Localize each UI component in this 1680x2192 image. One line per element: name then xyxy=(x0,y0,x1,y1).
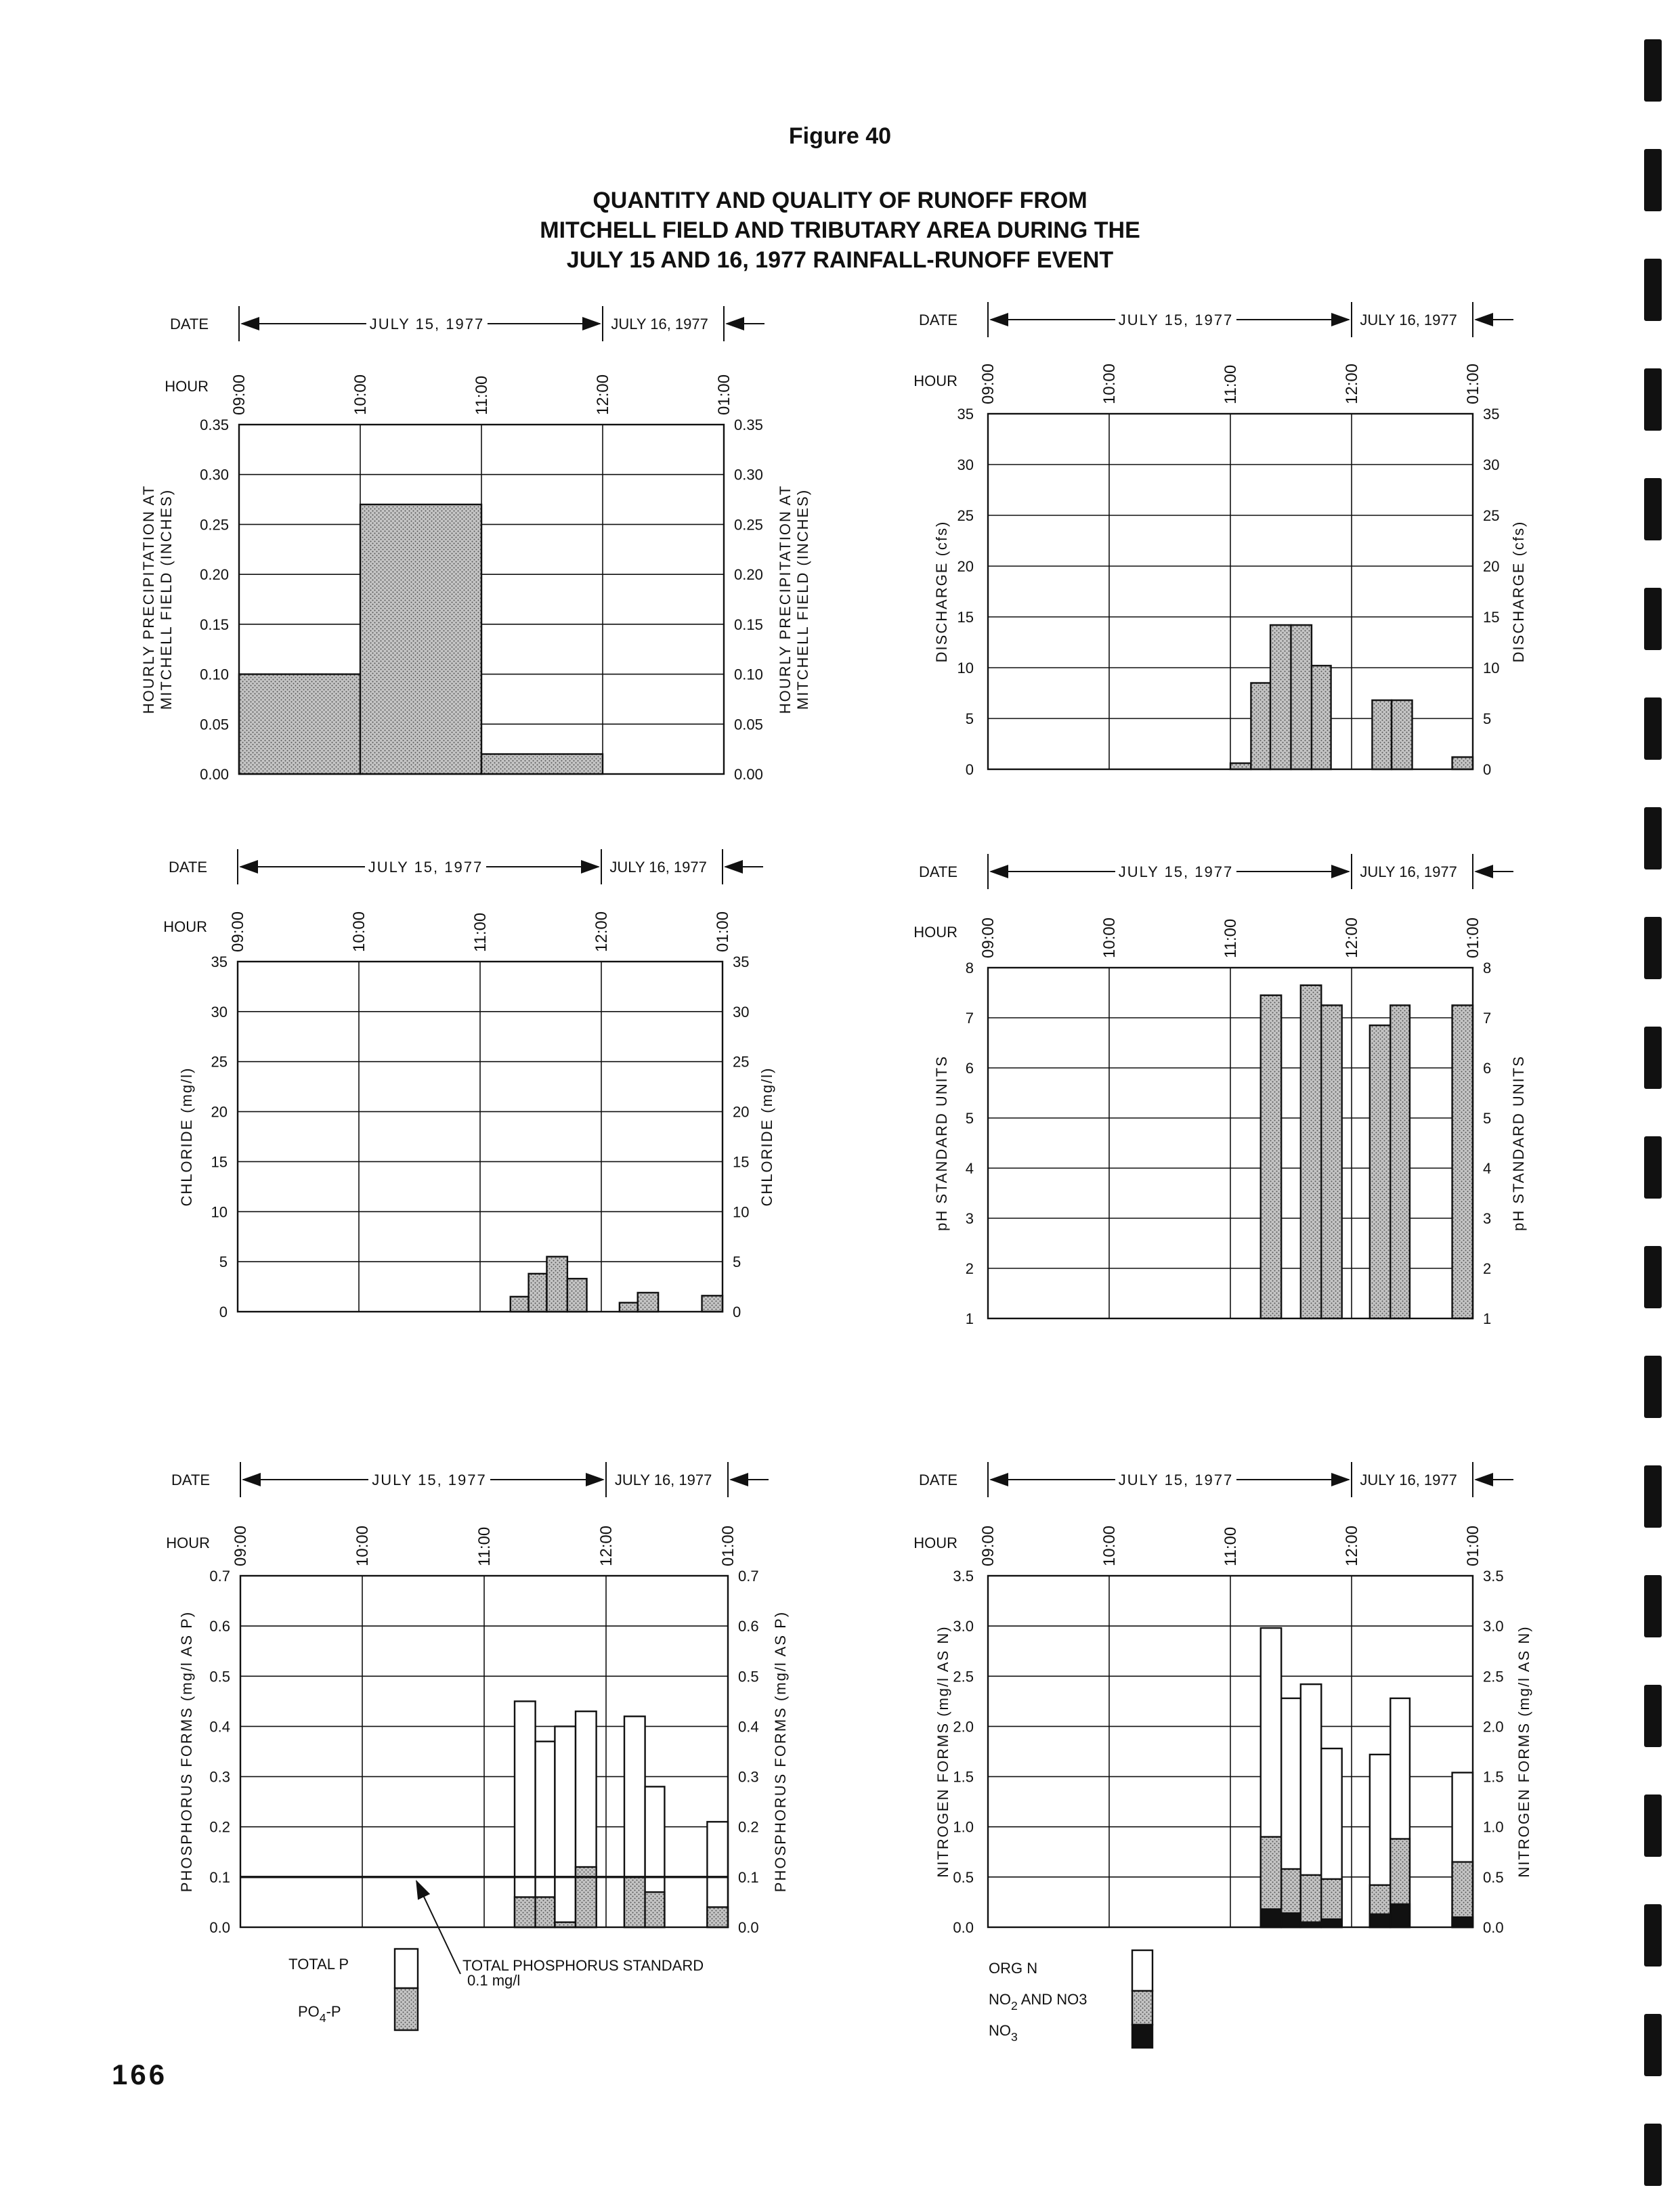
bar-discharge-4 xyxy=(1312,666,1331,769)
bar-chloride-6 xyxy=(702,1295,723,1312)
hour-tick-label-2: 11:00 xyxy=(473,375,491,415)
ytick-right: 30 xyxy=(733,1003,750,1020)
ytick-left: 0.10 xyxy=(200,666,229,683)
ytick-right: 0.35 xyxy=(734,416,763,433)
ytick-left: 0.35 xyxy=(200,416,229,433)
ytick-left: 35 xyxy=(211,953,228,970)
bar-chloride-3 xyxy=(567,1278,587,1312)
bar-precipitation-1 xyxy=(360,504,481,774)
ytick-left: 5 xyxy=(965,1110,974,1127)
hour-tick-label-0: 09:00 xyxy=(232,1525,250,1566)
binder-mark xyxy=(1644,368,1662,431)
figure-title-line-2: MITCHELL FIELD AND TRIBUTARY AREA DURING THE xyxy=(540,217,1140,243)
binder-mark xyxy=(1644,1027,1662,1089)
ytick-right: 25 xyxy=(1483,507,1500,524)
bar-no3-1 xyxy=(1281,1913,1301,1927)
bar-discharge-5 xyxy=(1372,700,1392,769)
hour-tick-label-3: 12:00 xyxy=(594,374,612,415)
ytick-right: 7 xyxy=(1483,1010,1492,1027)
ylabel-left: DISCHARGE (cfs) xyxy=(933,520,950,663)
date-label: DATE xyxy=(918,1471,957,1488)
ytick-right: 8 xyxy=(1483,960,1492,976)
hour-tick-label-3: 12:00 xyxy=(593,911,611,952)
hour-tick-label-3: 12:00 xyxy=(1343,363,1361,404)
hour-tick-label-3: 12:00 xyxy=(1343,917,1361,958)
ylabel-right: CHLORIDE (mg/l) xyxy=(758,1067,775,1207)
figure-title-line-3: JULY 15 AND 16, 1977 RAINFALL-RUNOFF EVENT xyxy=(566,247,1114,273)
hour-label: HOUR xyxy=(166,1534,210,1551)
ytick-right: 20 xyxy=(1483,558,1500,575)
ytick-right: 4 xyxy=(1483,1160,1492,1177)
date-label-july-16: JULY 16, 1977 xyxy=(1360,1471,1457,1488)
ytick-left: 5 xyxy=(219,1253,228,1271)
bar-ph-2 xyxy=(1321,1006,1341,1319)
bar-discharge-7 xyxy=(1452,757,1473,769)
ylabel-left: HOURLY PRECIPITATION AT xyxy=(140,484,157,714)
date-label-july-15: JULY 15, 1977 xyxy=(1118,311,1234,328)
bar-chloride-2 xyxy=(546,1257,567,1312)
date-label: DATE xyxy=(918,311,957,328)
bar-ph-5 xyxy=(1452,1006,1473,1319)
hour-tick-label-2: 11:00 xyxy=(475,1526,494,1566)
hour-label: HOUR xyxy=(913,1534,957,1551)
ytick-left: 1 xyxy=(965,1310,974,1327)
hour-label: HOUR xyxy=(163,918,207,935)
bar-chloride-0 xyxy=(511,1297,529,1312)
hour-tick-label-2: 11:00 xyxy=(1222,364,1240,404)
date-label-july-15: JULY 15, 1977 xyxy=(372,1471,487,1488)
ytick-left: 2 xyxy=(965,1260,974,1277)
ylabel-left: MITCHELL FIELD (INCHES) xyxy=(158,488,175,710)
binder-mark xyxy=(1644,1795,1662,1857)
binder-mark xyxy=(1644,259,1662,321)
date-label-july-15: JULY 15, 1977 xyxy=(369,316,485,332)
ytick-left: 0.20 xyxy=(200,566,229,584)
date-label: DATE xyxy=(169,316,209,332)
legend-total-p-swatch xyxy=(395,1949,418,1988)
hour-tick-label-2: 11:00 xyxy=(1222,918,1240,958)
bar-ph-0 xyxy=(1261,995,1281,1318)
ytick-right: 5 xyxy=(733,1253,741,1271)
ytick-left: 2.5 xyxy=(953,1668,974,1685)
hour-tick-label-1: 10:00 xyxy=(350,911,368,952)
binder-mark xyxy=(1644,2014,1662,2076)
chart-nitrogen xyxy=(913,1462,1532,1936)
ytick-left: 0.0 xyxy=(209,1919,230,1936)
ytick-right: 0.5 xyxy=(1483,1868,1504,1886)
bar-discharge-6 xyxy=(1392,700,1412,769)
ytick-right: 35 xyxy=(1483,406,1500,423)
bar-discharge-2 xyxy=(1270,625,1291,769)
hour-tick-label-0: 09:00 xyxy=(979,917,997,958)
ytick-right: 10 xyxy=(1483,660,1500,676)
ytick-left: 0.30 xyxy=(200,466,229,483)
hour-tick-label-4: 01:00 xyxy=(719,1525,737,1566)
hour-tick-label-1: 10:00 xyxy=(1100,363,1119,404)
binder-mark xyxy=(1644,149,1662,211)
hour-tick-label-1: 10:00 xyxy=(1100,917,1119,958)
ylabel-right: HOURLY PRECIPITATION AT xyxy=(777,484,794,714)
bar-no3-0 xyxy=(1261,1909,1281,1927)
ytick-right: 6 xyxy=(1483,1060,1492,1077)
ytick-right: 25 xyxy=(733,1053,750,1071)
ylabel-left: NITROGEN FORMS (mg/l AS N) xyxy=(934,1625,951,1878)
binder-mark xyxy=(1644,1904,1662,1967)
ytick-right: 0.05 xyxy=(734,716,763,733)
bar-po4-p-1 xyxy=(536,1897,555,1927)
ytick-right: 1.0 xyxy=(1483,1818,1504,1836)
ytick-right: 5 xyxy=(1483,710,1492,727)
binder-mark xyxy=(1644,588,1662,650)
legend-no2-no3-swatch xyxy=(1132,1991,1153,2025)
hour-tick-label-1: 10:00 xyxy=(351,374,370,415)
page-number: 166 xyxy=(112,2059,168,2090)
ytick-right: 1.5 xyxy=(1483,1768,1504,1786)
ytick-left: 0.7 xyxy=(209,1568,230,1585)
date-label: DATE xyxy=(171,1471,210,1488)
ytick-left: 20 xyxy=(211,1103,228,1121)
ylabel-right: DISCHARGE (cfs) xyxy=(1510,520,1527,663)
bar-chloride-5 xyxy=(638,1293,658,1312)
ytick-left: 5 xyxy=(965,710,974,727)
date-label-july-16: JULY 16, 1977 xyxy=(1360,311,1457,328)
legend-org-n-swatch xyxy=(1132,1950,1153,1991)
binder-mark xyxy=(1644,1246,1662,1308)
binder-mark xyxy=(1644,917,1662,979)
hour-tick-label-0: 09:00 xyxy=(979,1525,997,1566)
ytick-right: 15 xyxy=(733,1153,750,1171)
hour-label: HOUR xyxy=(165,378,209,395)
phosphorus-legend xyxy=(288,1949,418,2030)
legend-total-p-label: TOTAL P xyxy=(288,1956,349,1973)
legend-po4-p-swatch xyxy=(395,1988,418,2030)
date-label-july-16: JULY 16, 1977 xyxy=(614,1471,712,1488)
ylabel-left: PHOSPHORUS FORMS (mg/l AS P) xyxy=(178,1610,195,1893)
hour-label: HOUR xyxy=(913,372,957,389)
bar-discharge-3 xyxy=(1291,625,1312,769)
date-label-july-16: JULY 16, 1977 xyxy=(611,316,708,332)
binder-mark xyxy=(1644,807,1662,869)
ytick-left: 15 xyxy=(211,1153,228,1171)
ytick-right: 2 xyxy=(1483,1260,1492,1277)
ytick-right: 0.25 xyxy=(734,516,763,534)
binder-mark xyxy=(1644,478,1662,540)
standard-label: TOTAL PHOSPHORUS STANDARD xyxy=(462,1957,704,1974)
ytick-right: 3 xyxy=(1483,1210,1492,1227)
ytick-left: 4 xyxy=(965,1160,974,1177)
binder-mark xyxy=(1644,1465,1662,1528)
bar-chloride-4 xyxy=(620,1303,638,1312)
hour-tick-label-0: 09:00 xyxy=(230,374,249,415)
hour-tick-label-4: 01:00 xyxy=(715,374,733,415)
ytick-left: 25 xyxy=(211,1053,228,1071)
ytick-left: 0.25 xyxy=(200,516,229,534)
ytick-right: 0.6 xyxy=(738,1618,759,1635)
ytick-left: 0.0 xyxy=(953,1919,974,1936)
date-label-july-16: JULY 16, 1977 xyxy=(609,859,707,876)
ytick-left: 30 xyxy=(957,456,974,473)
bar-total-p-2 xyxy=(555,1726,576,1927)
ytick-left: 0.5 xyxy=(953,1868,974,1886)
ytick-right: 0.4 xyxy=(738,1718,759,1736)
bar-total-p-0 xyxy=(515,1701,536,1927)
ytick-right: 0.0 xyxy=(738,1919,759,1936)
bar-no3-6 xyxy=(1452,1917,1473,1927)
hour-tick-label-4: 01:00 xyxy=(714,911,732,952)
legend-org-n-label: ORG N xyxy=(989,1960,1038,1977)
hour-tick-label-4: 01:00 xyxy=(1464,917,1482,958)
ytick-left: 10 xyxy=(211,1203,228,1221)
legend-po4-p-label: $PO_4-P$ xyxy=(298,2003,341,2025)
ytick-right: 3.0 xyxy=(1483,1618,1504,1635)
ytick-right: 0.7 xyxy=(738,1568,759,1585)
ytick-left: 6 xyxy=(965,1060,974,1077)
bar-precipitation-2 xyxy=(481,754,603,774)
ylabel-left: pH STANDARD UNITS xyxy=(933,1055,950,1231)
hour-tick-label-1: 10:00 xyxy=(353,1525,372,1566)
ytick-right: 10 xyxy=(733,1203,750,1221)
ylabel-left: CHLORIDE (mg/l) xyxy=(178,1067,195,1207)
chart-discharge xyxy=(913,302,1527,778)
bar-no3-5 xyxy=(1390,1904,1410,1927)
ytick-left: 0.05 xyxy=(200,716,229,733)
ytick-left: 2.0 xyxy=(953,1718,974,1736)
ytick-left: 0.00 xyxy=(200,766,229,783)
ytick-left: 35 xyxy=(957,406,974,423)
bar-ph-4 xyxy=(1390,1006,1410,1319)
chart-ph xyxy=(913,854,1527,1327)
ytick-left: 0.5 xyxy=(209,1668,230,1685)
hour-tick-label-4: 01:00 xyxy=(1464,1525,1482,1566)
ytick-right: 0.1 xyxy=(738,1868,759,1886)
ytick-left: 3.0 xyxy=(953,1618,974,1635)
bar-ph-3 xyxy=(1370,1025,1390,1318)
ytick-left: 0.3 xyxy=(209,1768,230,1786)
hour-tick-label-2: 11:00 xyxy=(1222,1526,1240,1566)
ylabel-right: pH STANDARD UNITS xyxy=(1510,1055,1527,1231)
bar-discharge-1 xyxy=(1251,683,1270,770)
chart-phosphorus xyxy=(166,1462,789,1989)
ytick-right: 5 xyxy=(1483,1110,1492,1127)
binder-mark xyxy=(1644,39,1662,102)
ytick-left: 10 xyxy=(957,660,974,676)
ytick-left: 25 xyxy=(957,507,974,524)
ylabel-right: NITROGEN FORMS (mg/l AS N) xyxy=(1515,1625,1532,1878)
bar-discharge-0 xyxy=(1230,763,1251,769)
date-label-july-15: JULY 15, 1977 xyxy=(1118,863,1234,880)
legend-no3-swatch xyxy=(1132,2025,1153,2048)
ytick-right: 30 xyxy=(1483,456,1500,473)
binder-mark xyxy=(1644,1136,1662,1199)
ytick-right: 0.2 xyxy=(738,1818,759,1836)
bar-ph-1 xyxy=(1301,985,1321,1318)
ytick-right: 0.00 xyxy=(734,766,763,783)
ytick-left: 0.4 xyxy=(209,1718,230,1736)
binder-mark xyxy=(1644,1685,1662,1747)
date-label: DATE xyxy=(918,863,957,880)
bar-po4-p-5 xyxy=(645,1892,665,1927)
hour-tick-label-0: 09:00 xyxy=(979,363,997,404)
date-label-july-15: JULY 15, 1977 xyxy=(1118,1471,1234,1488)
legend-no3-label: $NO_3$ xyxy=(989,2022,1018,2044)
legend-no2-no3-label: $NO_2$ AND NO3 xyxy=(989,1991,1087,2013)
ytick-left: 0.1 xyxy=(209,1868,230,1886)
ytick-right: 0.3 xyxy=(738,1768,759,1786)
ytick-left: 0.2 xyxy=(209,1818,230,1836)
date-label-july-16: JULY 16, 1977 xyxy=(1360,863,1457,880)
bar-precipitation-0 xyxy=(239,674,360,774)
ytick-left: 1.5 xyxy=(953,1768,974,1786)
hour-tick-label-3: 12:00 xyxy=(597,1525,616,1566)
ylabel-right: PHOSPHORUS FORMS (mg/l AS P) xyxy=(772,1610,789,1893)
ytick-right: 1 xyxy=(1483,1310,1492,1327)
hour-tick-label-4: 01:00 xyxy=(1464,363,1482,404)
ytick-left: 30 xyxy=(211,1003,228,1020)
ytick-right: 0.30 xyxy=(734,466,763,483)
date-label: DATE xyxy=(168,859,207,876)
ytick-right: 2.5 xyxy=(1483,1668,1504,1685)
ytick-left: 0.6 xyxy=(209,1618,230,1635)
ytick-left: 20 xyxy=(957,558,974,575)
chart-precipitation xyxy=(140,306,811,783)
bar-no3-3 xyxy=(1321,1919,1341,1927)
figure-label: Figure 40 xyxy=(788,123,892,149)
ylabel-right: MITCHELL FIELD (INCHES) xyxy=(794,488,811,710)
bar-no3-4 xyxy=(1370,1914,1390,1927)
hour-label: HOUR xyxy=(913,924,957,941)
ytick-left: 1.0 xyxy=(953,1818,974,1836)
binder-mark xyxy=(1644,1356,1662,1418)
ytick-right: 0.0 xyxy=(1483,1919,1504,1936)
ytick-right: 20 xyxy=(733,1103,750,1121)
hour-tick-label-1: 10:00 xyxy=(1100,1525,1119,1566)
ytick-right: 15 xyxy=(1483,609,1500,626)
ytick-left: 3.5 xyxy=(953,1568,974,1585)
chart-chloride xyxy=(163,849,775,1320)
bar-po4-p-4 xyxy=(624,1877,645,1927)
ytick-left: 7 xyxy=(965,1010,974,1027)
ytick-right: 0.5 xyxy=(738,1668,759,1685)
ytick-left: 0 xyxy=(219,1304,228,1320)
bar-po4-p-0 xyxy=(515,1897,536,1927)
date-label-july-15: JULY 15, 1977 xyxy=(368,859,483,876)
ytick-right: 0.20 xyxy=(734,566,763,584)
ytick-right: 0 xyxy=(733,1304,741,1320)
hour-tick-label-3: 12:00 xyxy=(1343,1525,1361,1566)
binder-mark xyxy=(1644,697,1662,760)
ytick-right: 0.10 xyxy=(734,666,763,683)
ytick-right: 35 xyxy=(733,953,750,970)
ytick-left: 8 xyxy=(965,960,974,976)
ytick-left: 15 xyxy=(957,609,974,626)
bar-po4-p-6 xyxy=(707,1907,728,1927)
ytick-right: 2.0 xyxy=(1483,1718,1504,1736)
ytick-right: 0.15 xyxy=(734,616,763,633)
bar-no2-no3-2 xyxy=(1301,1875,1321,1927)
nitrogen-legend xyxy=(989,1950,1153,2048)
ytick-left: 3 xyxy=(965,1210,974,1227)
figure-title-line-1: QUANTITY AND QUALITY OF RUNOFF FROM xyxy=(593,188,1087,213)
ytick-right: 0 xyxy=(1483,761,1492,778)
binder-mark xyxy=(1644,1575,1662,1637)
hour-tick-label-0: 09:00 xyxy=(229,911,247,952)
bar-chloride-1 xyxy=(529,1274,547,1312)
standard-value-label: 0.1 mg/l xyxy=(467,1972,521,1989)
ytick-left: 0 xyxy=(965,761,974,778)
binder-mark xyxy=(1644,2124,1662,2186)
hour-tick-label-2: 11:00 xyxy=(471,912,490,952)
ytick-left: 0.15 xyxy=(200,616,229,633)
ytick-right: 3.5 xyxy=(1483,1568,1504,1585)
